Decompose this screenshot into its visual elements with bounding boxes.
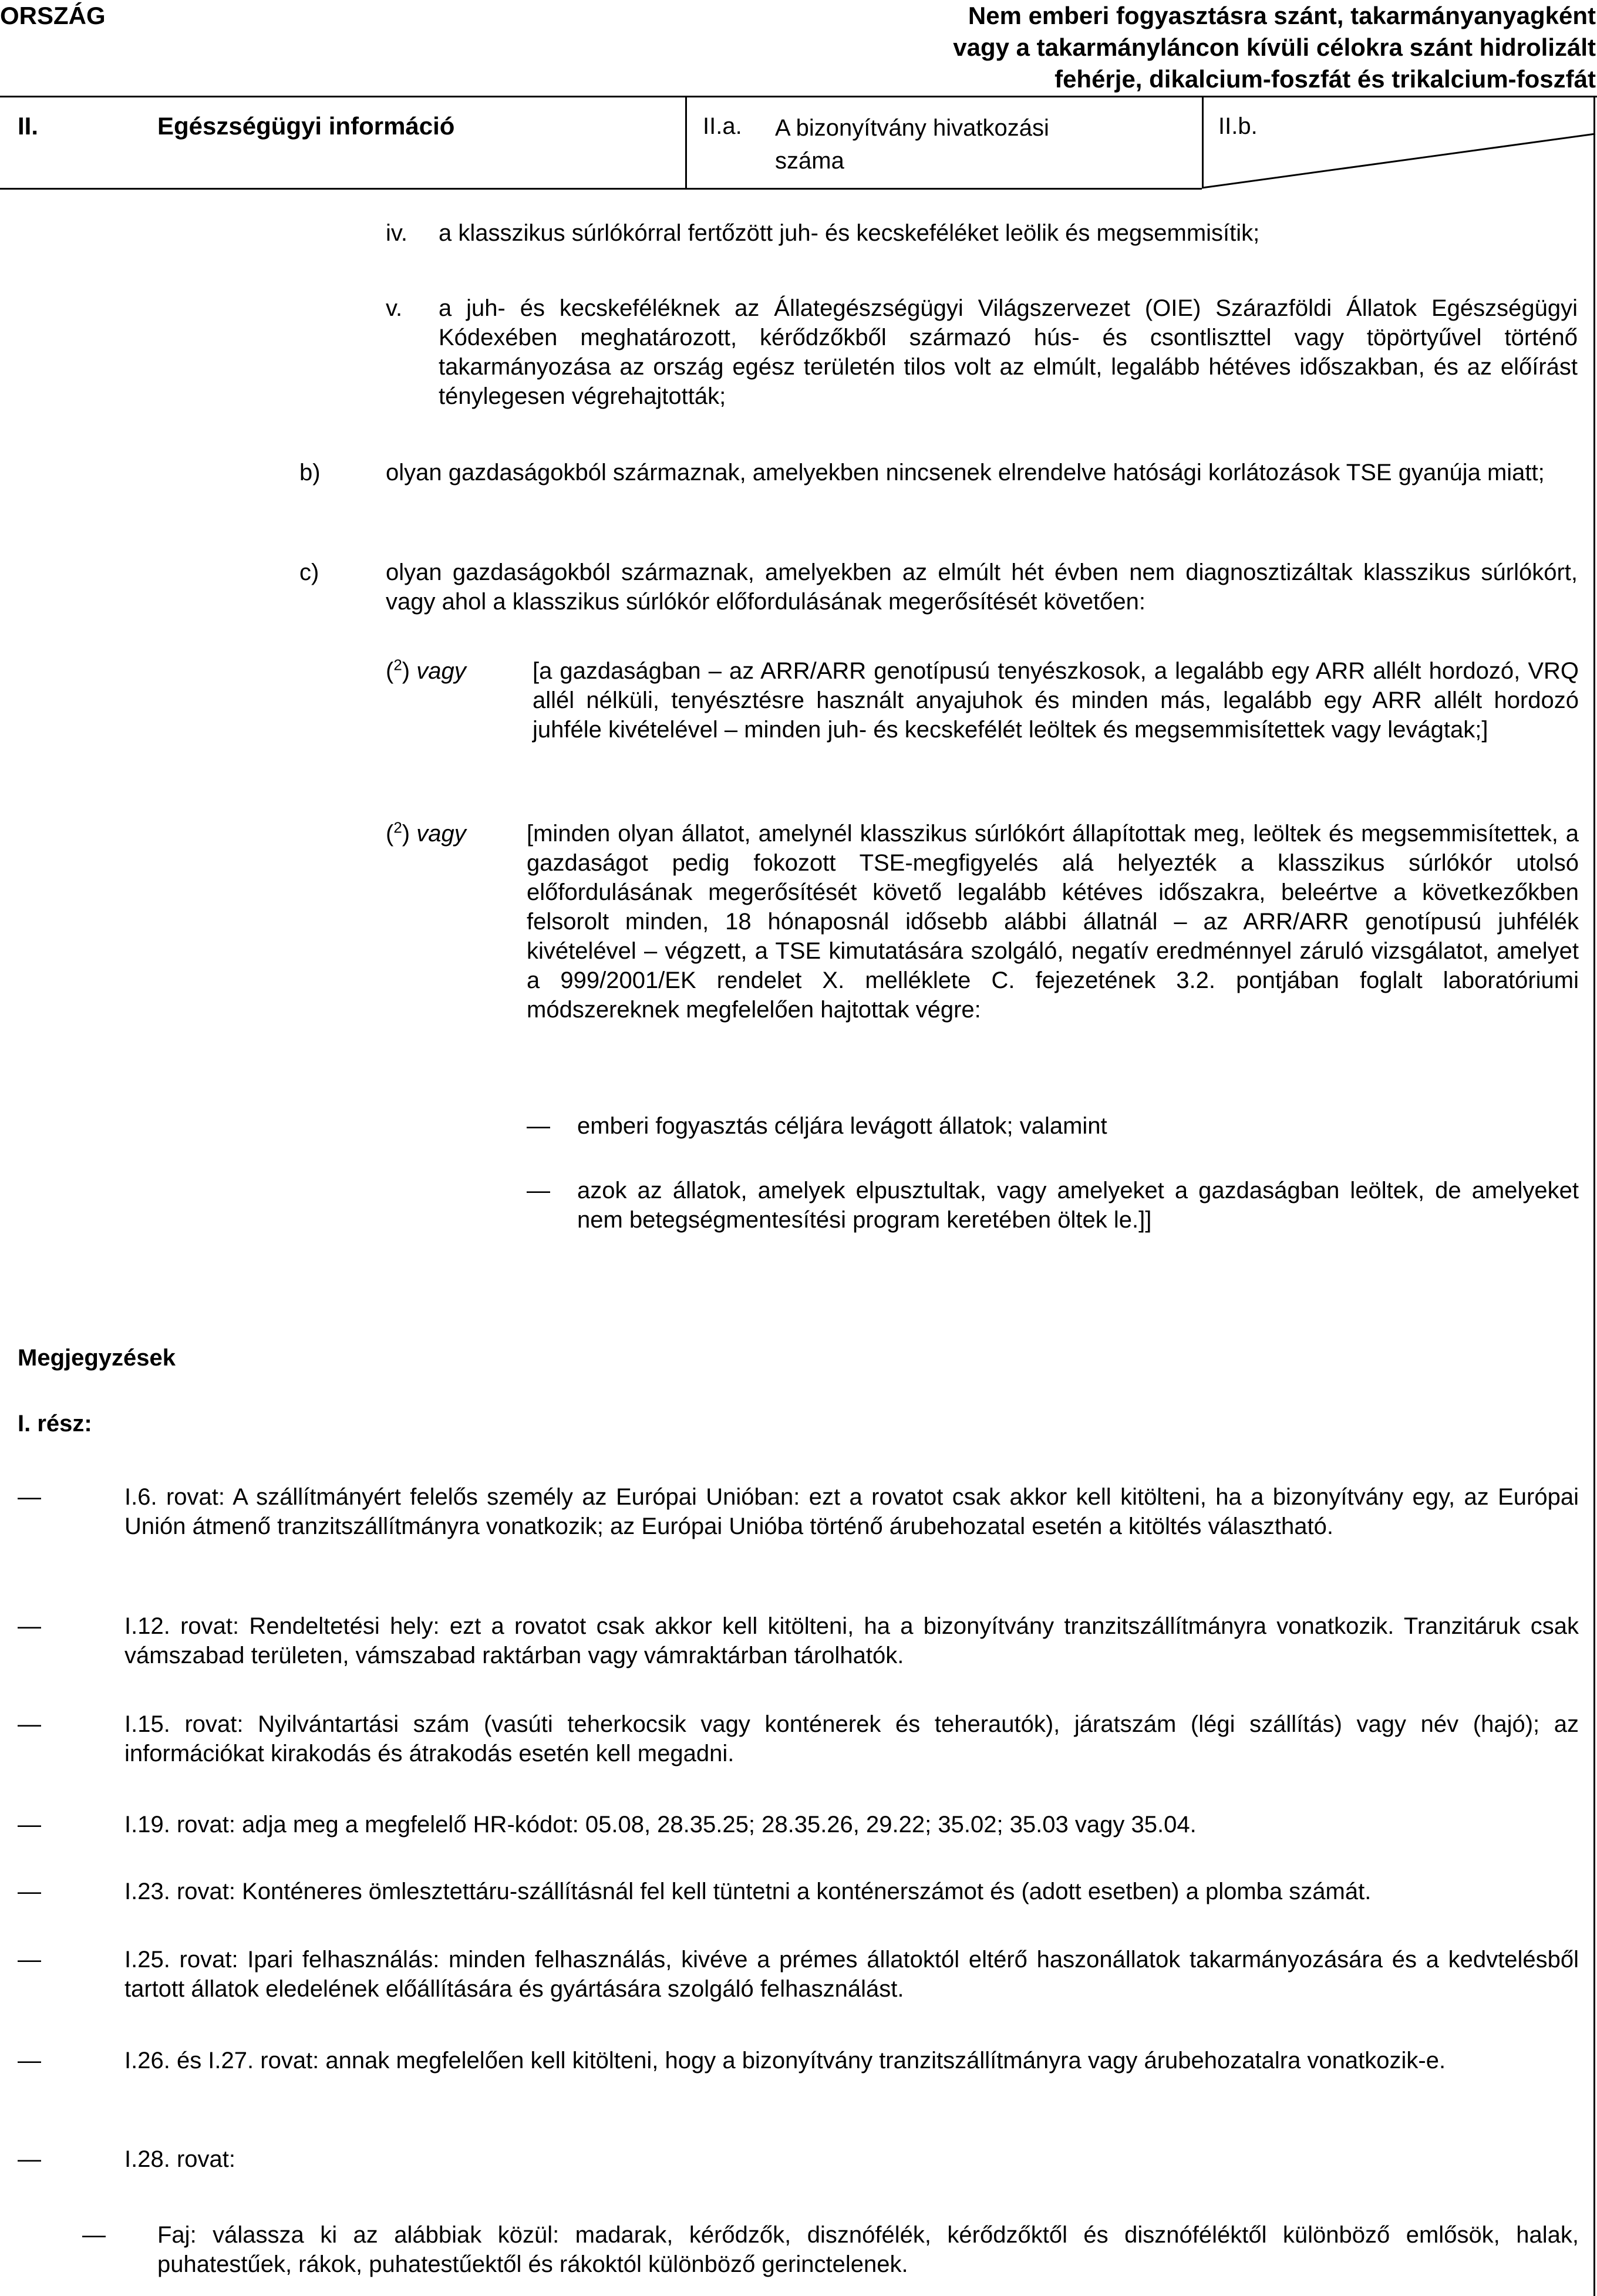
note-3-text: I.15. rovat: Nyilvántartási szám (vasúti teherkocsik vagy konténerek és teherautók), járatszám (légi szállítás) vagy név (hajó); az információkat kirakodás és átrakodás esetén kell megadni. xyxy=(124,1711,1579,1766)
note-4-text: I.19. rovat: adja meg a megfelelő HR-kódot: 05.08, 28.35.25; 28.35.26, 29.22; 35.02; 35.03 vagy 35.04. xyxy=(124,1812,1197,1838)
note-8-text: I.28. rovat: xyxy=(124,2146,235,2172)
dash-1-text: emberi fogyasztás céljára levágott állatok; valamint xyxy=(577,1113,1107,1139)
note-6-dash: — xyxy=(18,1947,41,1973)
option-1-marker xyxy=(386,656,466,686)
dash-2-text: azok az állatok, amelyek elpusztultak, vagy amelyeket a gazdaságban leöltek, de amelyeket nem betegségmentesítési program keretében öltek le.]] xyxy=(577,1178,1579,1233)
notes-part-heading: I. rész: xyxy=(18,1411,92,1437)
note-5-text: I.23. rovat: Konténeres ömlesztettáru-szállításnál fel kell tüntetni a konténerszámot és (adott esetben) a plomba számát. xyxy=(124,1879,1372,1904)
item-v-number: v. xyxy=(386,295,403,321)
item-iv-number: iv. xyxy=(386,220,408,246)
note-6-text: I.25. rovat: Ipari felhasználás: minden felhasználás, kivéve a prémes állatoktól eltérő haszonállatok takarmányozására és a kedvtelésből tartott állatok eledelének előállítására és gyártására szolgáló felhasználást. xyxy=(124,1947,1579,2002)
ref-a-label-line-1: A bizonyítvány hivatkozási xyxy=(775,115,1049,141)
option-1-text: [a gazdaságban – az ARR/ARR genotípusú tenyészkosok, a legalább egy ARR allélt hordozó, VRQ allél nélküli, tenyésztésre használt anyajuhok és minden más, legalább egy ARR allélt hordozó juhféle kivételével – minden juh- és kecskefélét leöltek és megsemmisítettek vagy levágtak;] xyxy=(533,658,1579,743)
item-c-number: c) xyxy=(299,559,319,585)
ref-a-number: II.a. xyxy=(703,113,742,139)
dash-1-marker: — xyxy=(527,1113,550,1139)
title-line-1: Nem emberi fogyasztásra szánt, takarmányanyagként xyxy=(968,2,1596,29)
option-1-vagy: vagy xyxy=(416,658,466,684)
note-7-dash: — xyxy=(18,2048,41,2074)
note-5-dash: — xyxy=(18,1879,41,1904)
option-2-marker xyxy=(386,819,466,848)
note-2-text: I.12. rovat: Rendeltetési hely: ezt a rovatot csak akkor kell kitölteni, ha a bizonyítvány tranzitszállítmányra vonatkozik. Tranzitáruk csak vámszabad területen, vámszabad raktárban vagy vámraktárban tárolhatók. xyxy=(124,1613,1579,1668)
header-bottom-border xyxy=(0,188,1202,190)
header-top-border xyxy=(0,96,1597,97)
page-right-border xyxy=(1593,96,1595,2296)
option-2-paren-close: ) xyxy=(402,821,417,847)
document-title xyxy=(774,0,1596,95)
notes-heading: Megjegyzések xyxy=(18,1345,176,1371)
dash-2-marker: — xyxy=(527,1178,550,1203)
title-line-2: vagy a takarmányláncon kívüli célokra szánt hidrolizált xyxy=(953,33,1596,61)
item-b-number: b) xyxy=(299,460,321,486)
ref-a-label xyxy=(775,112,1049,177)
option-2-footnote-ref: 2 xyxy=(393,818,402,837)
sub-note-text: Faj: válassza ki az alábbiak közül: madarak, kérődzők, disznófélék, kérődzőktől és disznóféléktől különböző emlősök, halak, puhatestűek, rákok, puhatestűektől és rákoktól különböző gerinctelenek. xyxy=(157,2222,1579,2277)
ref-a-label-line-2: száma xyxy=(775,148,844,174)
item-v-text: a juh- és kecskeféléknek az Állategészségügyi Világszervezet (OIE) Szárazföldi Állatok Egészségügyi Kódexében meghatározott, kérődzőkből származó hús- és csontliszttel vagy töpörtyűvel történő takarmányozása az ország egész területén tilos volt az elmúlt, legalább hétéves időszakban, és az előírást ténylegesen végrehajtották; xyxy=(439,295,1578,409)
title-line-3: fehérje, dikalcium-foszfát és trikalcium-foszfát xyxy=(1054,65,1596,93)
section-label: Egészségügyi információ xyxy=(157,112,455,140)
header-divider-1 xyxy=(685,96,687,188)
option-2-vagy: vagy xyxy=(416,821,466,847)
note-2-dash: — xyxy=(18,1613,41,1639)
sub-note-dash: — xyxy=(82,2222,106,2248)
note-1-text: I.6. rovat: A szállítmányért felelős személy az Európai Unióban: ezt a rovatot csak akkor kell kitölteni, ha a bizonyítvány egy, az Európai Unión átmenő tranzitszállítmányra vonatkozik; az Európai Unióba történő árubehozatal esetén a kitöltés választható. xyxy=(124,1484,1579,1539)
note-1-dash: — xyxy=(18,1484,41,1510)
section-number: II. xyxy=(18,112,39,140)
ref-b-diagonal xyxy=(1202,132,1597,191)
option-1-footnote-ref: 2 xyxy=(393,656,402,674)
ref-b-number: II.b. xyxy=(1218,113,1258,139)
note-3-dash: — xyxy=(18,1711,41,1737)
item-b-text: olyan gazdaságokból származnak, amelyekben nincsenek elrendelve hatósági korlátozások TSE gyanúja miatt; xyxy=(386,460,1545,486)
note-7-text: I.26. és I.27. rovat: annak megfelelően kell kitölteni, hogy a bizonyítvány tranzitszállítmányra vagy árubehozatalra vonatkozik-e. xyxy=(124,2048,1446,2074)
item-c-text: olyan gazdaságokból származnak, amelyekben az elmúlt hét évben nem diagnosztizáltak klasszikus súrlókórt, vagy ahol a klasszikus súrlókór előfordulásának megerősítését követően: xyxy=(386,559,1578,615)
option-1-paren-open: ( xyxy=(386,658,394,684)
option-2-paren-open: ( xyxy=(386,821,394,847)
option-2-text: [minden olyan állatot, amelynél klasszikus súrlókórt állapítottak meg, leöltek és megsemmisítettek, a gazdaságot pedig fokozott TSE-megfigyelés alá helyezték a klasszikus súrlókór utolsó előfordulásának megerősítését követő legalább kétéves időszakra, beleértve a következőkben felsorolt minden, 18 hónaposnál idősebb alábbi állatnál – az ARR/ARR genotípusú juhfélék kivételével – végzett, a TSE kimutatására szolgáló, negatív eredménnyel záruló vizsgálatot, amelyet a 999/2001/EK rendelet X. melléklete C. fejezetének 3.2. pontjában foglalt laboratóriumi módszereknek megfelelően hajtottak végre: xyxy=(527,821,1579,1023)
item-iv-text: a klasszikus súrlókórral fertőzött juh- és kecskeféléket leölik és megsemmisítik; xyxy=(439,220,1260,246)
option-1-paren-close: ) xyxy=(402,658,417,684)
country-label: ORSZÁG xyxy=(0,2,106,29)
note-4-dash: — xyxy=(18,1812,41,1838)
note-8-dash: — xyxy=(18,2146,41,2172)
